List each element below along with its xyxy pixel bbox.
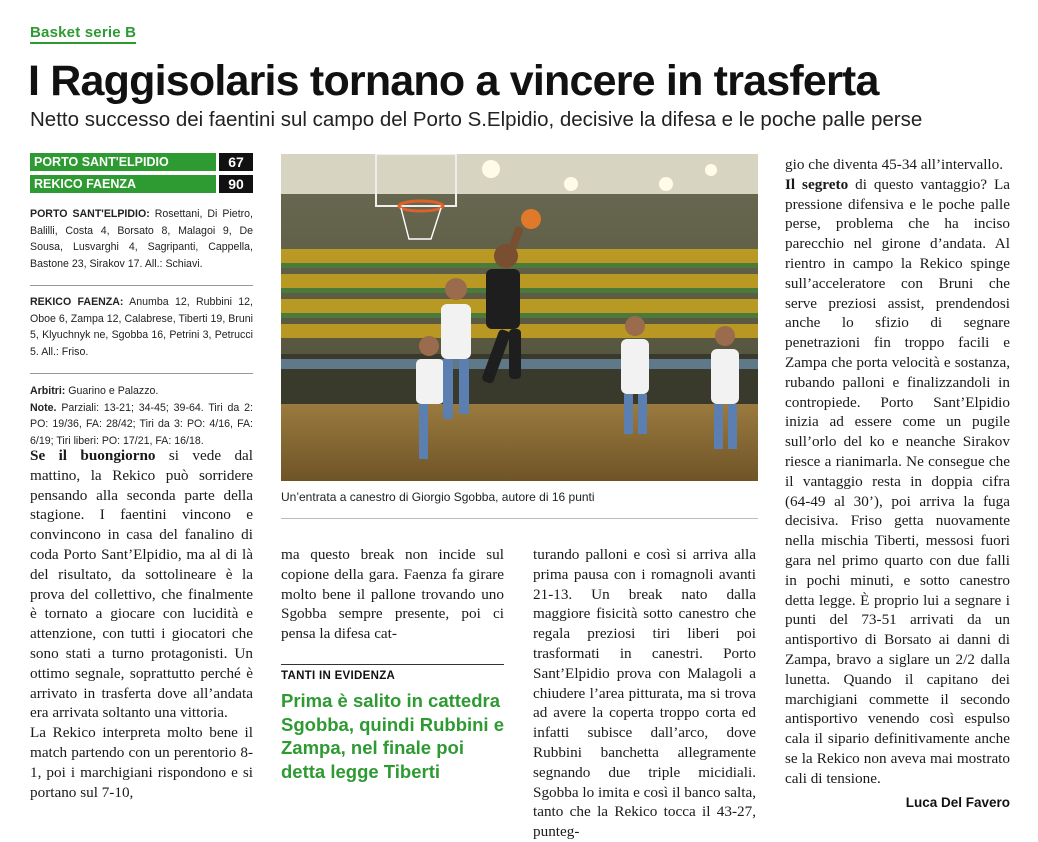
article-column-1 [30, 446, 253, 802]
note-text: Parziali: 13-21; 34-45; 39-64. Tiri da 2: PO: 19/36, FA: 28/42; Tiri da 3: PO: 4/16, FA: 6/19; Tiri liberi: PO: 17/21, FA: 16/18. [30, 401, 253, 447]
divider [30, 373, 253, 374]
section-kicker: Basket serie B [30, 24, 136, 44]
arbitri-label: Arbitri: [30, 385, 66, 397]
divider [281, 518, 758, 519]
roster-porto [30, 206, 253, 272]
score-team-name: REKICO FAENZA [30, 175, 216, 193]
divider [30, 285, 253, 286]
roster-rekico [30, 294, 253, 360]
note-label: Note. [30, 401, 57, 414]
lead-bold: Se il buongiorno [30, 447, 156, 464]
score-row-away [30, 175, 253, 193]
subheadline: Netto successo dei faentini sul campo del Porto S.Elpidio, decisive la difesa e le poche palle perse [30, 108, 923, 131]
scoreboard [30, 153, 253, 197]
score-row-home [30, 153, 253, 171]
game-photo [281, 154, 758, 481]
headline: I Raggisolaris tornano a vincere in trasferta [28, 57, 879, 105]
author-byline: Luca Del Favero [905, 795, 1010, 810]
roster-players: Rosettani, Di Pietro, Balilli, Costa 4, Borsato 8, Malagoi 9, De Sousa, Lusvarghi 4, Sagripanti, Cappella, Bastone 23, Sirakov 17. All.: Schiavi. [30, 208, 254, 270]
article-column-2 [281, 545, 504, 644]
score-value: 90 [219, 175, 253, 193]
paragraph: ma questo break non incide sul copione della gara. Faenza fa girare molto bene il pallone trovando uno Sgobba sempre presente, poi ci pensa la difesa cat- [281, 546, 504, 643]
paragraph: si vede dal mattino, la Rekico può sorridere pensando alla seconda parte della stagione. I faentini vincono e convincono in casa del fanalino di coda Porto Sant’Elpidio, ma al di là del risultato, da sottolineare è la prova del collettivo, che finalmente è tornato a giocare con lucidità e attenzione, con tutti i giocatori che sono stati a turno protagonisti. Un ottimo segnale, soprattutto perché è arrivato in trasferta dove all’andata era arrivata soltanto una vittoria. [30, 447, 254, 722]
roster-players: Anumba 12, Rubbini 12, Oboe 6, Zampa 12, Calabrese, Tiberti 19, Bruni 5, Klyuchnyk ne, Sgobba 16, Petrini 3, Petrucci 5. All.: Friso. [30, 296, 253, 358]
basketball-photo-illustration [281, 154, 758, 481]
roster-team-label: REKICO FAENZA: [30, 296, 124, 308]
highlight-label: TANTI IN EVIDENZA [281, 670, 396, 682]
arbitri-text: Guarino e Palazzo. [65, 385, 159, 397]
roster-team-label: PORTO SANT'ELPIDIO: [30, 208, 150, 220]
paragraph: La Rekico interpreta molto bene il match partendo con un perentorio 8-1, poi i marchigiani rispondono e si portano sul 7-10, [30, 724, 253, 801]
score-value: 67 [219, 153, 253, 171]
highlight-quote: Prima è salito in cattedra Sgobba, quindi Rubbini e Zampa, nel finale poi detta legge Tiberti [281, 690, 505, 782]
match-officials [30, 383, 253, 449]
score-team-name: PORTO SANT'ELPIDIO [30, 153, 216, 171]
paragraph: gio che diventa 45-34 all’intervallo. [785, 156, 1004, 173]
photo-caption: Un’entrata a canestro di Giorgio Sgobba, autore di 16 punti [281, 490, 595, 504]
article-column-4 [785, 155, 1010, 789]
article-column-3 [533, 545, 756, 842]
paragraph-lead-bold: Il segreto [785, 175, 849, 193]
paragraph: turando palloni e così si arriva alla prima pausa con i romagnoli avanti 21-13. Un break nato dalla maggiore fisicità sotto canestro che regala preziosi tiri liberi poi trasformati in canestri. Porto Sant’Elpidio prova con Malagoli a chiudere l’area pitturata, ma si trova ad avere la coperta troppo corta ed infatti subisce dall’arco, dove Rubbini banchetta allegramente segnando due triple micidiali. Sgobba lo imita e così il banco salta, tanto che la Rekico tocca il 43-27, punteg- [533, 546, 756, 841]
divider [281, 664, 504, 665]
paragraph: di questo vantaggio? La pressione difensiva e le poche palle perse, problema che ha inciso parecchio nel girone d’andata. Al rientro in campo la Rekico spinge sull’acceleratore con Bruni che serve preziosi assist, prendendosi anche lo sfizio di segnare penetrazioni fin troppo facili e Zampa che porta velocità e sostanza, rubando palloni e finalizzandoli in contropiede. Porto Sant’Elpidio inizia ad essere come un pugile sull’orlo del ko e neanche Sirakov riesce a rianimarla. Ne consegue che il vantaggio resta in doppia cifra (64-49 al 30’), poi arriva la fuga decisiva. Friso getta nuovamente nella mischia Tiberti, messosi fuori gara nel primo quarto con due falli in pochi minuti, e sotto canestro detta legge. È proprio lui a segnare i punti del 73-51 arrivati da un antisportivo di Borsato ai danni di Zampa, bravo a siglare un 2/2 dalla lunetta. Quando il capitano dei marchigiani commette il secondo antisportivo venendo così espulso cala il sipario definitivamente anche se la Rekico non aveva mai mostrato cali di tensione. [785, 175, 1010, 787]
